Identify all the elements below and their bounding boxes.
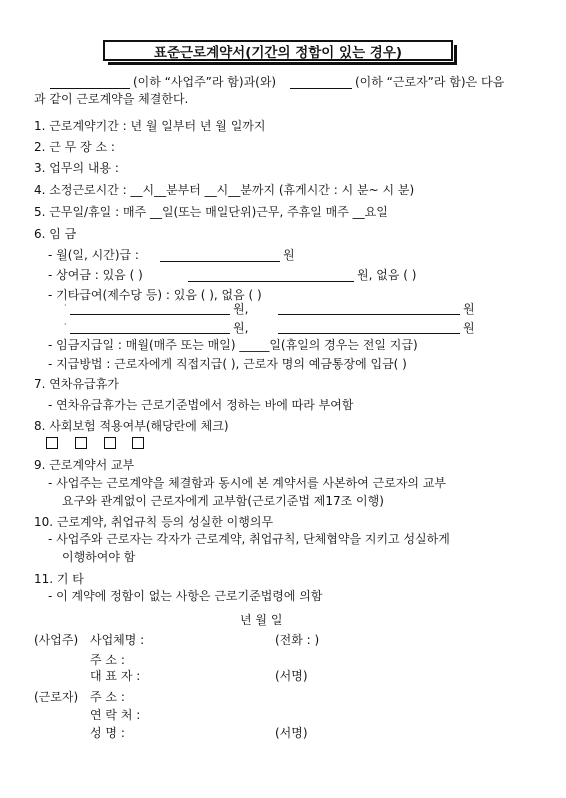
other-pay-unit-2: 원: [463, 302, 475, 316]
national-pension-option[interactable]: [104, 437, 119, 451]
intro-party1: (이하 “사업주”라 함)과(와): [133, 75, 277, 89]
worker-contact-label: 연 락 처 :: [90, 708, 141, 722]
intro-line2: 과 같이 근로계약을 체결한다.: [34, 92, 189, 106]
worker-address-label: 주 소 :: [90, 690, 125, 704]
item-wage-heading: 6. 임 금: [34, 227, 77, 241]
wage-monthly-label: - 월(일, 시간)급 :: [48, 248, 139, 262]
item-good-faith: 10. 근로계약, 취업규칙 등의 성실한 이행의무: [34, 515, 274, 529]
item-workplace: 2. 근 무 장 소 :: [34, 140, 115, 154]
other-pay-label: - 기타급여(제수당 등) : 있음 ( ), 없음 ( ): [48, 288, 262, 302]
employer-tag: (사업주): [34, 633, 79, 647]
checkbox-icon[interactable]: [132, 437, 144, 449]
others-text: - 이 계약에 정함이 없는 사항은 근로기준법령에 의함: [48, 589, 323, 603]
other-pay-blank-3[interactable]: [70, 333, 230, 334]
other-pay-unit-1: 원,: [233, 302, 249, 316]
item-contract-delivery: 9. 근로계약서 교부: [34, 458, 135, 472]
annual-leave-text: - 연차유급휴가는 근로기준법에서 정하는 바에 따라 부여함: [48, 398, 354, 412]
document-title: 표준근로계약서(기간의 정함이 있는 경우): [103, 40, 453, 61]
wage-monthly-blank[interactable]: [160, 261, 280, 262]
health-insurance-option[interactable]: [132, 437, 147, 451]
other-pay-dot-1: ·: [64, 301, 67, 310]
pay-method: - 지급방법 : 근로자에게 직접지급( ), 근로자 명의 예금통장에 입금( ): [48, 357, 407, 371]
bonus-unit: 원, 없음 ( ): [357, 268, 417, 282]
worker-name-label: 성 명 :: [90, 726, 125, 740]
intro-party2: (이하 “근로자”라 함)은 다음: [355, 75, 505, 89]
employer-blank[interactable]: [50, 88, 130, 89]
employer-address-label: 주 소 :: [90, 653, 125, 667]
worker-tag: (근로자): [34, 690, 79, 704]
pay-date: - 임금지급일 : 매월(매주 또는 매일) _____일(휴일의 경우는 전일 지급): [48, 338, 418, 352]
contract-date: 년 월 일: [240, 613, 283, 627]
item-workdays: 5. 근무일/휴일 : 매주 __일(또는 매일단위)근무, 주휴일 매주 __요일: [34, 205, 388, 219]
item-job-description: 3. 업무의 내용 :: [34, 161, 119, 175]
worker-blank[interactable]: [290, 88, 352, 89]
worker-signature[interactable]: (서명): [275, 726, 308, 740]
other-pay-blank-4[interactable]: [278, 333, 460, 334]
good-faith-text-1: - 사업주와 근로자는 각자가 근로계약, 취업규칙, 단체협약을 지키고 성실하게: [48, 532, 450, 546]
bonus-label: - 상여금 : 있음 ( ): [48, 268, 143, 282]
insurance-options: [46, 437, 157, 450]
checkbox-icon[interactable]: [46, 437, 58, 449]
checkbox-icon[interactable]: [104, 437, 116, 449]
bonus-blank[interactable]: [188, 281, 354, 282]
item-work-hours: 4. 소정근로시간 : __시__분부터 __시__분까지 (휴게시간 : 시 분~ 시 분): [34, 183, 415, 197]
good-faith-text-2: 이행하여야 함: [62, 550, 136, 564]
wage-monthly-unit: 원: [283, 248, 295, 262]
employer-phone: (전화 : ): [275, 633, 320, 647]
employer-signature[interactable]: (서명): [275, 669, 308, 683]
employment-insurance-option[interactable]: [46, 437, 61, 451]
item-others: 11. 기 타: [34, 572, 84, 586]
checkbox-icon[interactable]: [75, 437, 87, 449]
contract-delivery-text-2: 요구와 관계없이 근로자에게 교부함(근로기준법 제17조 이행): [62, 494, 384, 508]
other-pay-blank-1[interactable]: [70, 314, 230, 315]
other-pay-unit-3: 원,: [233, 321, 249, 335]
other-pay-dot-2: ·: [64, 320, 67, 329]
other-pay-unit-4: 원: [463, 321, 475, 335]
contract-delivery-text-1: - 사업주는 근로계약을 체결함과 동시에 본 계약서를 사본하여 근로자의 교부: [48, 476, 447, 490]
employer-representative-label: 대 표 자 :: [90, 669, 141, 683]
item-annual-leave: 7. 연차유급휴가: [34, 377, 119, 391]
item-contract-period: 1. 근로계약기간 : 년 월 일부터 년 월 일까지: [34, 119, 266, 133]
industrial-accident-insurance-option[interactable]: [75, 437, 90, 451]
item-social-insurance: 8. 사회보험 적용여부(해당란에 체크): [34, 419, 229, 433]
other-pay-blank-2[interactable]: [278, 314, 460, 315]
employer-company-name-label: 사업체명 :: [90, 633, 145, 647]
